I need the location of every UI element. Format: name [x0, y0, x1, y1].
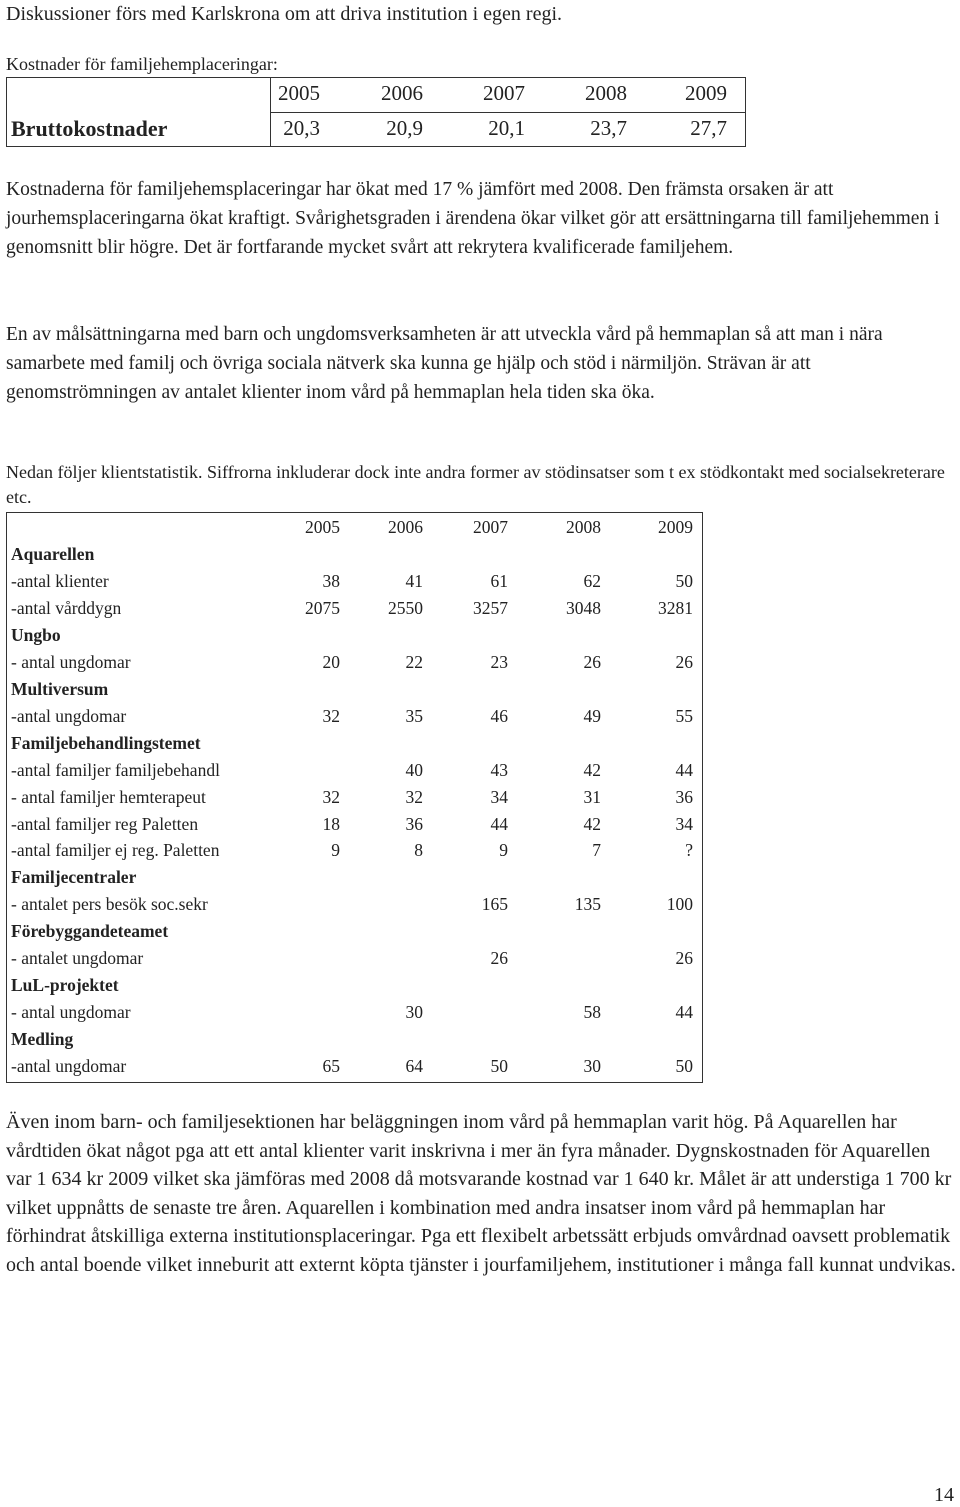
row-label: - antal ungdomar	[11, 651, 131, 672]
cell-value: 30	[405, 1002, 423, 1023]
client-table-header	[7, 513, 702, 541]
client-section-heading-row	[7, 864, 702, 891]
cost-year-header: 2008	[585, 81, 627, 105]
cell-value: 2075	[305, 597, 340, 618]
section-heading: Ungbo	[11, 624, 61, 645]
cell-value: 32	[322, 705, 340, 726]
cell-value: 32	[405, 786, 423, 807]
cost-caption: Kostnader för familjehemplaceringar:	[6, 54, 278, 74]
cell-value: 135	[574, 894, 601, 915]
client-section-heading-row	[7, 541, 702, 568]
client-data-row	[7, 891, 702, 918]
cell-value: 26	[675, 948, 693, 969]
client-data-row	[7, 837, 702, 864]
client-data-row	[7, 568, 702, 595]
cell-value: 44	[490, 813, 508, 834]
client-section-heading-row	[7, 1026, 702, 1053]
cell-value: 41	[405, 570, 423, 591]
cell-value: 100	[666, 894, 693, 915]
cell-value: 9	[499, 840, 508, 861]
section-heading: Aquarellen	[11, 544, 95, 564]
cell-value: 44	[675, 1002, 693, 1023]
page-number: 14	[934, 1484, 954, 1506]
paragraph-costs: Kostnaderna för familjehemsplaceringar har ökat med 17 % jämfört med 2008. Den främsta orsaken är att jourhemsplaceringarna ökat kraftigt. Svårighetsgraden i ärendena ökar vilket gör att ersättningarna till familjehemmen i genomsnitt blir högre. Det är fortfarande mycket svårt att rekrytera kvalificerade familjehem.	[6, 179, 940, 258]
client-statistics-table	[6, 512, 703, 1083]
client-data-row	[7, 1053, 702, 1080]
cell-value: 35	[405, 705, 423, 726]
cell-value: 30	[583, 1056, 601, 1077]
cell-value: 26	[583, 651, 601, 672]
cost-year-header: 2009	[685, 81, 727, 105]
cell-value: 44	[675, 759, 693, 780]
cost-value: 20,9	[386, 116, 423, 140]
client-year-header: 2009	[658, 517, 693, 537]
row-label: -antal familjer reg Paletten	[11, 813, 199, 834]
cell-value: 61	[490, 570, 508, 591]
cost-table-divider	[270, 112, 745, 113]
cell-value: 65	[322, 1056, 340, 1077]
cell-value: 62	[583, 570, 601, 591]
cell-value: 36	[675, 786, 693, 807]
cell-value: 42	[583, 759, 601, 780]
row-label: -antal vårddygn	[11, 597, 122, 618]
client-data-row	[7, 811, 702, 838]
cell-value: 34	[490, 786, 508, 807]
cell-value: 8	[414, 840, 423, 861]
cost-value: 27,7	[690, 116, 727, 140]
cost-value: 23,7	[590, 116, 627, 140]
cell-value: 31	[583, 786, 601, 807]
cell-value: 55	[675, 705, 693, 726]
row-label: -antal ungdomar	[11, 1056, 127, 1077]
row-label: -antal familjer ej reg. Paletten	[11, 840, 220, 861]
client-data-row	[7, 945, 702, 972]
cost-value: 20,3	[283, 116, 320, 140]
cell-value: 38	[322, 570, 340, 591]
paragraph-aquarellen: Även inom barn- och familjesektionen har beläggningen inom vård på hemmaplan varit hög. På Aquarellen har vårdtiden ökat något pga att ett antal klienter varit inskrivna i mer än fyra månader. Dygnskostnaden för Aquarellen var 1 634 kr 2009 vilket ska jämföras med 2008 då motsvarande kostnad var 1 640 kr. Målet är att understiga 1 700 kr vilket uppnåtts de senaste tre åren. Aquarellen i kombination med andra insatser inom vård på hemmaplan har förhindrat åtskilliga externa institutionsplaceringar. Pga ett flexibelt arbetssätt erbjuds omvårdnad oavsett problematik och antal boende vilket inneburit att externt köpta tjänster i jourfamiljehem, institutioner i många fall kunnat undvikas.	[6, 1111, 956, 1276]
client-section-heading-row	[7, 972, 702, 999]
cell-value: 46	[490, 705, 508, 726]
cell-value: 40	[405, 759, 423, 780]
cost-year-header: 2006	[381, 81, 423, 105]
cell-value: 165	[481, 894, 508, 915]
row-label: - antalet ungdomar	[11, 948, 144, 969]
client-section-heading-row	[7, 622, 702, 649]
cell-value: 2550	[388, 597, 423, 618]
section-heading: Multiversum	[11, 678, 109, 699]
cell-value: 20	[322, 651, 340, 672]
client-year-header: 2008	[566, 517, 601, 537]
cell-value: 26	[490, 948, 508, 969]
section-heading: Medling	[11, 1029, 74, 1050]
cell-value: 50	[675, 570, 693, 591]
cell-value: 34	[675, 813, 693, 834]
client-year-header: 2005	[305, 517, 340, 537]
row-label: - antalet pers besök soc.sekr	[11, 894, 208, 915]
cell-value: 64	[405, 1056, 423, 1077]
row-label: -antal klienter	[11, 570, 109, 591]
client-year-header: 2006	[388, 517, 423, 537]
client-data-row	[7, 999, 702, 1026]
client-section-heading-row	[7, 730, 702, 757]
cell-value: 50	[675, 1056, 693, 1077]
cost-row-label: Bruttokostnader	[11, 116, 168, 141]
paragraph-stats-intro: Nedan följer klientstatistik. Siffrorna inkluderar dock inte andra former av stödinsatser som t ex stödkontakt med socialsekreterare etc.	[6, 462, 945, 507]
section-heading: Familjecentraler	[11, 867, 137, 888]
client-data-row	[7, 757, 702, 784]
cell-value: 42	[583, 813, 601, 834]
client-data-row	[7, 649, 702, 676]
cost-table	[6, 77, 746, 147]
cell-value: 9	[331, 840, 340, 861]
cell-value: 43	[490, 759, 508, 780]
cell-value: 7	[592, 840, 601, 861]
client-section-heading-row	[7, 918, 702, 945]
cell-value: 49	[583, 705, 601, 726]
row-label: -antal familjer familjebehandl	[11, 759, 220, 780]
section-heading: LuL-projektet	[11, 975, 119, 996]
client-data-row	[7, 703, 702, 730]
cell-value: 26	[675, 651, 693, 672]
section-heading: Förebyggandeteamet	[11, 921, 169, 942]
cell-value: 36	[405, 813, 423, 834]
cost-year-header: 2007	[483, 81, 525, 105]
cell-value: 50	[490, 1056, 508, 1077]
cell-value: 58	[583, 1002, 601, 1023]
cell-value: 23	[490, 651, 508, 672]
cell-value: 3048	[566, 597, 601, 618]
cost-value: 20,1	[488, 116, 525, 140]
paragraph-goals: En av målsättningarna med barn och ungdomsverksamheten är att utveckla vård på hemmaplan så att man i nära samarbete med familj och övriga sociala nätverk ska kunna ge hjälp och stöd i närmiljön. Strävan är att genomströmningen av antalet klienter inom vård på hemmaplan hela tiden ska öka.	[6, 324, 883, 403]
row-label: - antal familjer hemterapeut	[11, 786, 206, 807]
row-label: - antal ungdomar	[11, 1002, 131, 1023]
cell-value: 32	[322, 786, 340, 807]
client-year-header: 2007	[473, 517, 508, 537]
intro-text: Diskussioner förs med Karlskrona om att driva institution i egen regi.	[6, 3, 563, 25]
cell-value: 3257	[473, 597, 508, 618]
client-section-heading-row	[7, 676, 702, 703]
cell-value: ?	[685, 840, 693, 861]
section-heading: Familjebehandlingstemet	[11, 732, 201, 753]
cost-year-header: 2005	[278, 81, 320, 105]
cell-value: 3281	[658, 597, 693, 618]
cell-value: 18	[322, 813, 340, 834]
client-data-row	[7, 784, 702, 811]
cell-value: 22	[405, 651, 423, 672]
row-label: -antal ungdomar	[11, 705, 127, 726]
client-data-row	[7, 595, 702, 622]
